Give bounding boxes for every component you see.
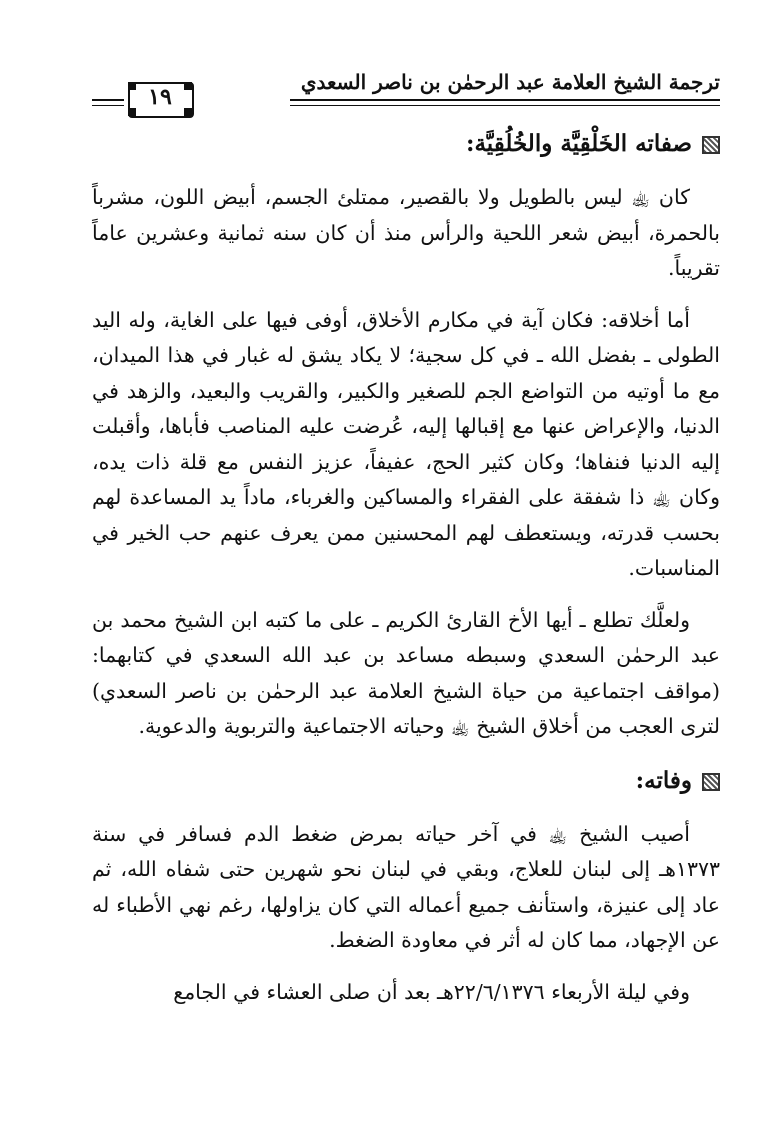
page-number: ١٩ [148,84,172,110]
section-heading [92,761,720,801]
paragraph: أصيب الشيخ ﵀ في آخر حياته بمرض ضغط الدم فسافر في سنة ١٣٧٣هـ إلى لبنان للعلاج، وبقي في لبنان نحو شهرين حتى شفاه الله، ثم عاد إلى عنيزة، واستأنف جميع أعماله التي كان يزاولها، رغم نهي الأطباء له عن الإجهاد، مما كان له أثر في معاودة الضغط. [92,821,720,952]
header-rule-left [92,99,124,106]
page-header [92,68,720,116]
page-content [92,124,720,1026]
ornament-square-icon [702,136,720,154]
paragraph: كان ﵀ ليس بالطويل ولا بالقصير، ممتلئ الجسم، أبيض اللون، مشرباً بالحمرة، أبيض شعر اللحية والرأس منذ أن كان سنه ثمانية وعشرين عاماً تقريباً. [92,185,720,280]
ornament-square-icon [702,773,720,791]
section-heading [92,124,720,164]
page-number-frame [128,82,192,116]
header-rule [290,99,720,106]
running-title: ترجمة الشيخ العلامة عبد الرحمٰن بن ناصر السعدي [300,70,720,94]
paragraph: ولعلَّك تطلع ـ أيها الأخ القارئ الكريم ـ على ما كتبه ابن الشيخ محمد بن عبد الرحمٰن السعدي وسبطه مساعد بن عبد الله السعدي في كتابهما: (مواقف اجتماعية من حياة الشيخ العلامة عبد الرحمٰن بن ناصر السعدي) لترى العجب من أخلاق الشيخ ﵀ وحياته الاجتماعية والتربوية والدعوية. [92,607,720,738]
section-heading-text: صفاته الخَلْقِيَّة والخُلُقِيَّة: [465,130,692,157]
section-heading-text: وفاته: [635,766,692,794]
paragraph: أما أخلاقه: فكان آية في مكارم الأخلاق، أوفى فيها على الغاية، وله اليد الطولى ـ بفضل الله ـ في كل سجية؛ لا يكاد يشق له غبار في هذا الميدان، مع ما أوتيه من التواضع الجم للصغير والكبير، والقريب والبعيد، والزهد في الدنيا، والإعراض عنها مع إقبالها إليه، عُرضت عليه المناصب فأباها، وأقبلت إليه الدنيا فنفاها؛ وكان كثير الحج، عفيفاً، عزيز النفس مع قلة ذات يده، وكان ﵀ ذا شفقة على الفقراء والمساكين والغرباء، ماداً يد المساعدة لهم بحسب قدرته، ويستعطف لهم المحسنين ممن يعرف عنهم حب الخير في المناسبات. [92,307,720,580]
paragraph: وفي ليلة الأربعاء ٢٢/٦/١٣٧٦هـ بعد أن صلى العشاء في الجامع [173,979,690,1004]
